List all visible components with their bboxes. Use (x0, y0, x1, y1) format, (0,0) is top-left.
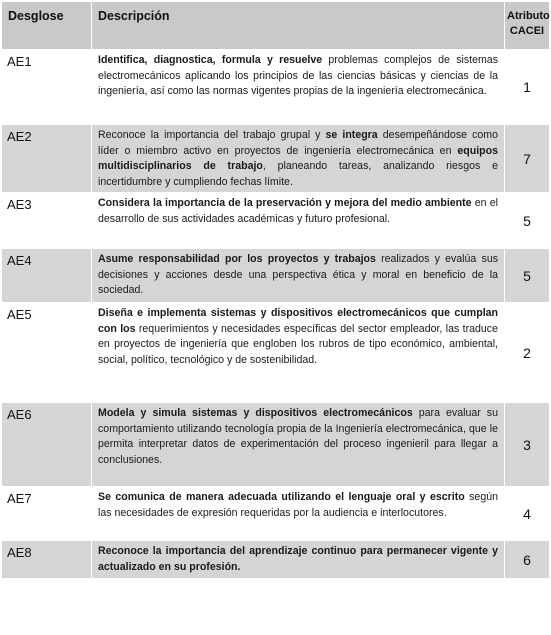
row-description (92, 125, 505, 193)
header-atributo-label: Atributo (507, 10, 550, 22)
table-row (2, 193, 550, 249)
table-row (2, 403, 550, 487)
description-bold-text: Asume responsabilidad por los proyectos y trabajos (98, 253, 376, 265)
row-code: AE3 (2, 193, 92, 249)
header-descripcion: Descripción (92, 2, 505, 50)
row-description (92, 193, 505, 249)
attributes-table (1, 1, 550, 579)
description-bold-text: Se comunica de manera adecuada utilizando el lenguaje oral y escrito (98, 491, 465, 503)
row-code: AE2 (2, 125, 92, 193)
row-attribute: 5 (505, 249, 550, 303)
row-attribute: 6 (505, 541, 550, 579)
row-description (92, 303, 505, 403)
row-code: AE8 (2, 541, 92, 579)
table-row (2, 541, 550, 579)
description-text: , planeando tareas, analizando riesgos e incertidumbre y cumpliendo fechas límite. (98, 160, 498, 188)
description-text: según las necesidades de expresión requeridas por la audiencia e interlocutores. (98, 491, 498, 519)
table-row (2, 125, 550, 193)
header-atributo-cacei (505, 2, 550, 50)
row-attribute: 7 (505, 125, 550, 193)
description-text: en el desarrollo de sus actividades académicas y futuro profesional. (98, 197, 498, 225)
description-bold-text: Modela y simula sistemas y dispositivos electromecánicos (98, 407, 413, 419)
description-bold-text: Diseña e implementa sistemas y dispositivos electromecánicos que cumplan con los (98, 307, 498, 335)
row-code: AE6 (2, 403, 92, 487)
row-code: AE1 (2, 50, 92, 125)
table-row (2, 487, 550, 541)
description-text: para evaluar su comportamiento utilizando tecnología propia de la Ingeniería electromecánica, que le permita interpretar datos de experimentación del proceso ingenieril para llegar a conclusiones. (98, 407, 498, 466)
row-attribute: 5 (505, 193, 550, 249)
row-description (92, 249, 505, 303)
header-cacei-label: CACEI (509, 25, 545, 37)
table-row (2, 249, 550, 303)
row-code: AE7 (2, 487, 92, 541)
row-attribute: 3 (505, 403, 550, 487)
row-code: AE5 (2, 303, 92, 403)
table-header-row (2, 2, 550, 50)
description-bold-text: Reconoce la importancia del aprendizaje continuo para permanecer vigente y actualizado en su profesión. (98, 545, 498, 573)
row-description (92, 50, 505, 125)
description-text: realizados y evalúa sus decisiones y acciones desde una perspectiva ética y moral en beneficio de la sociedad. (98, 253, 499, 296)
row-description (92, 541, 505, 579)
row-attribute: 4 (505, 487, 550, 541)
row-description (92, 403, 505, 487)
row-code: AE4 (2, 249, 92, 303)
description-text: desempeñándose como líder o miembro activo en proyectos de ingeniería electromecánica en (98, 129, 498, 157)
description-bold-text: Considera la importancia de la preservación y mejora del medio ambiente (98, 197, 472, 209)
table-row (2, 303, 550, 403)
description-text: Reconoce la importancia del trabajo grupal y (98, 129, 326, 141)
table-row (2, 50, 550, 125)
row-attribute: 1 (505, 50, 550, 125)
row-attribute: 2 (505, 303, 550, 403)
description-bold-text: equipos multidisciplinarios de trabajo (98, 144, 498, 172)
header-desglose: Desglose (2, 2, 92, 50)
row-description (92, 487, 505, 541)
description-bold-text: Identifica, diagnostica, formula y resuelve (98, 54, 323, 66)
description-text: requerimientos y necesidades específicas del sector empleador, las traduce en proyectos de ingeniería que engloben los rubros de tipo económico, ambiental, social, político, tecnológico y de sostenibilidad. (98, 322, 498, 366)
description-text: problemas complejos de sistemas electromecánicos aplicando los principios de las ciencias básicas y ciencias de la ingeniería, así como las normas vigentes propias de la ingeniería electromecánica. (98, 54, 498, 97)
description-bold-text: se integra (325, 129, 378, 141)
